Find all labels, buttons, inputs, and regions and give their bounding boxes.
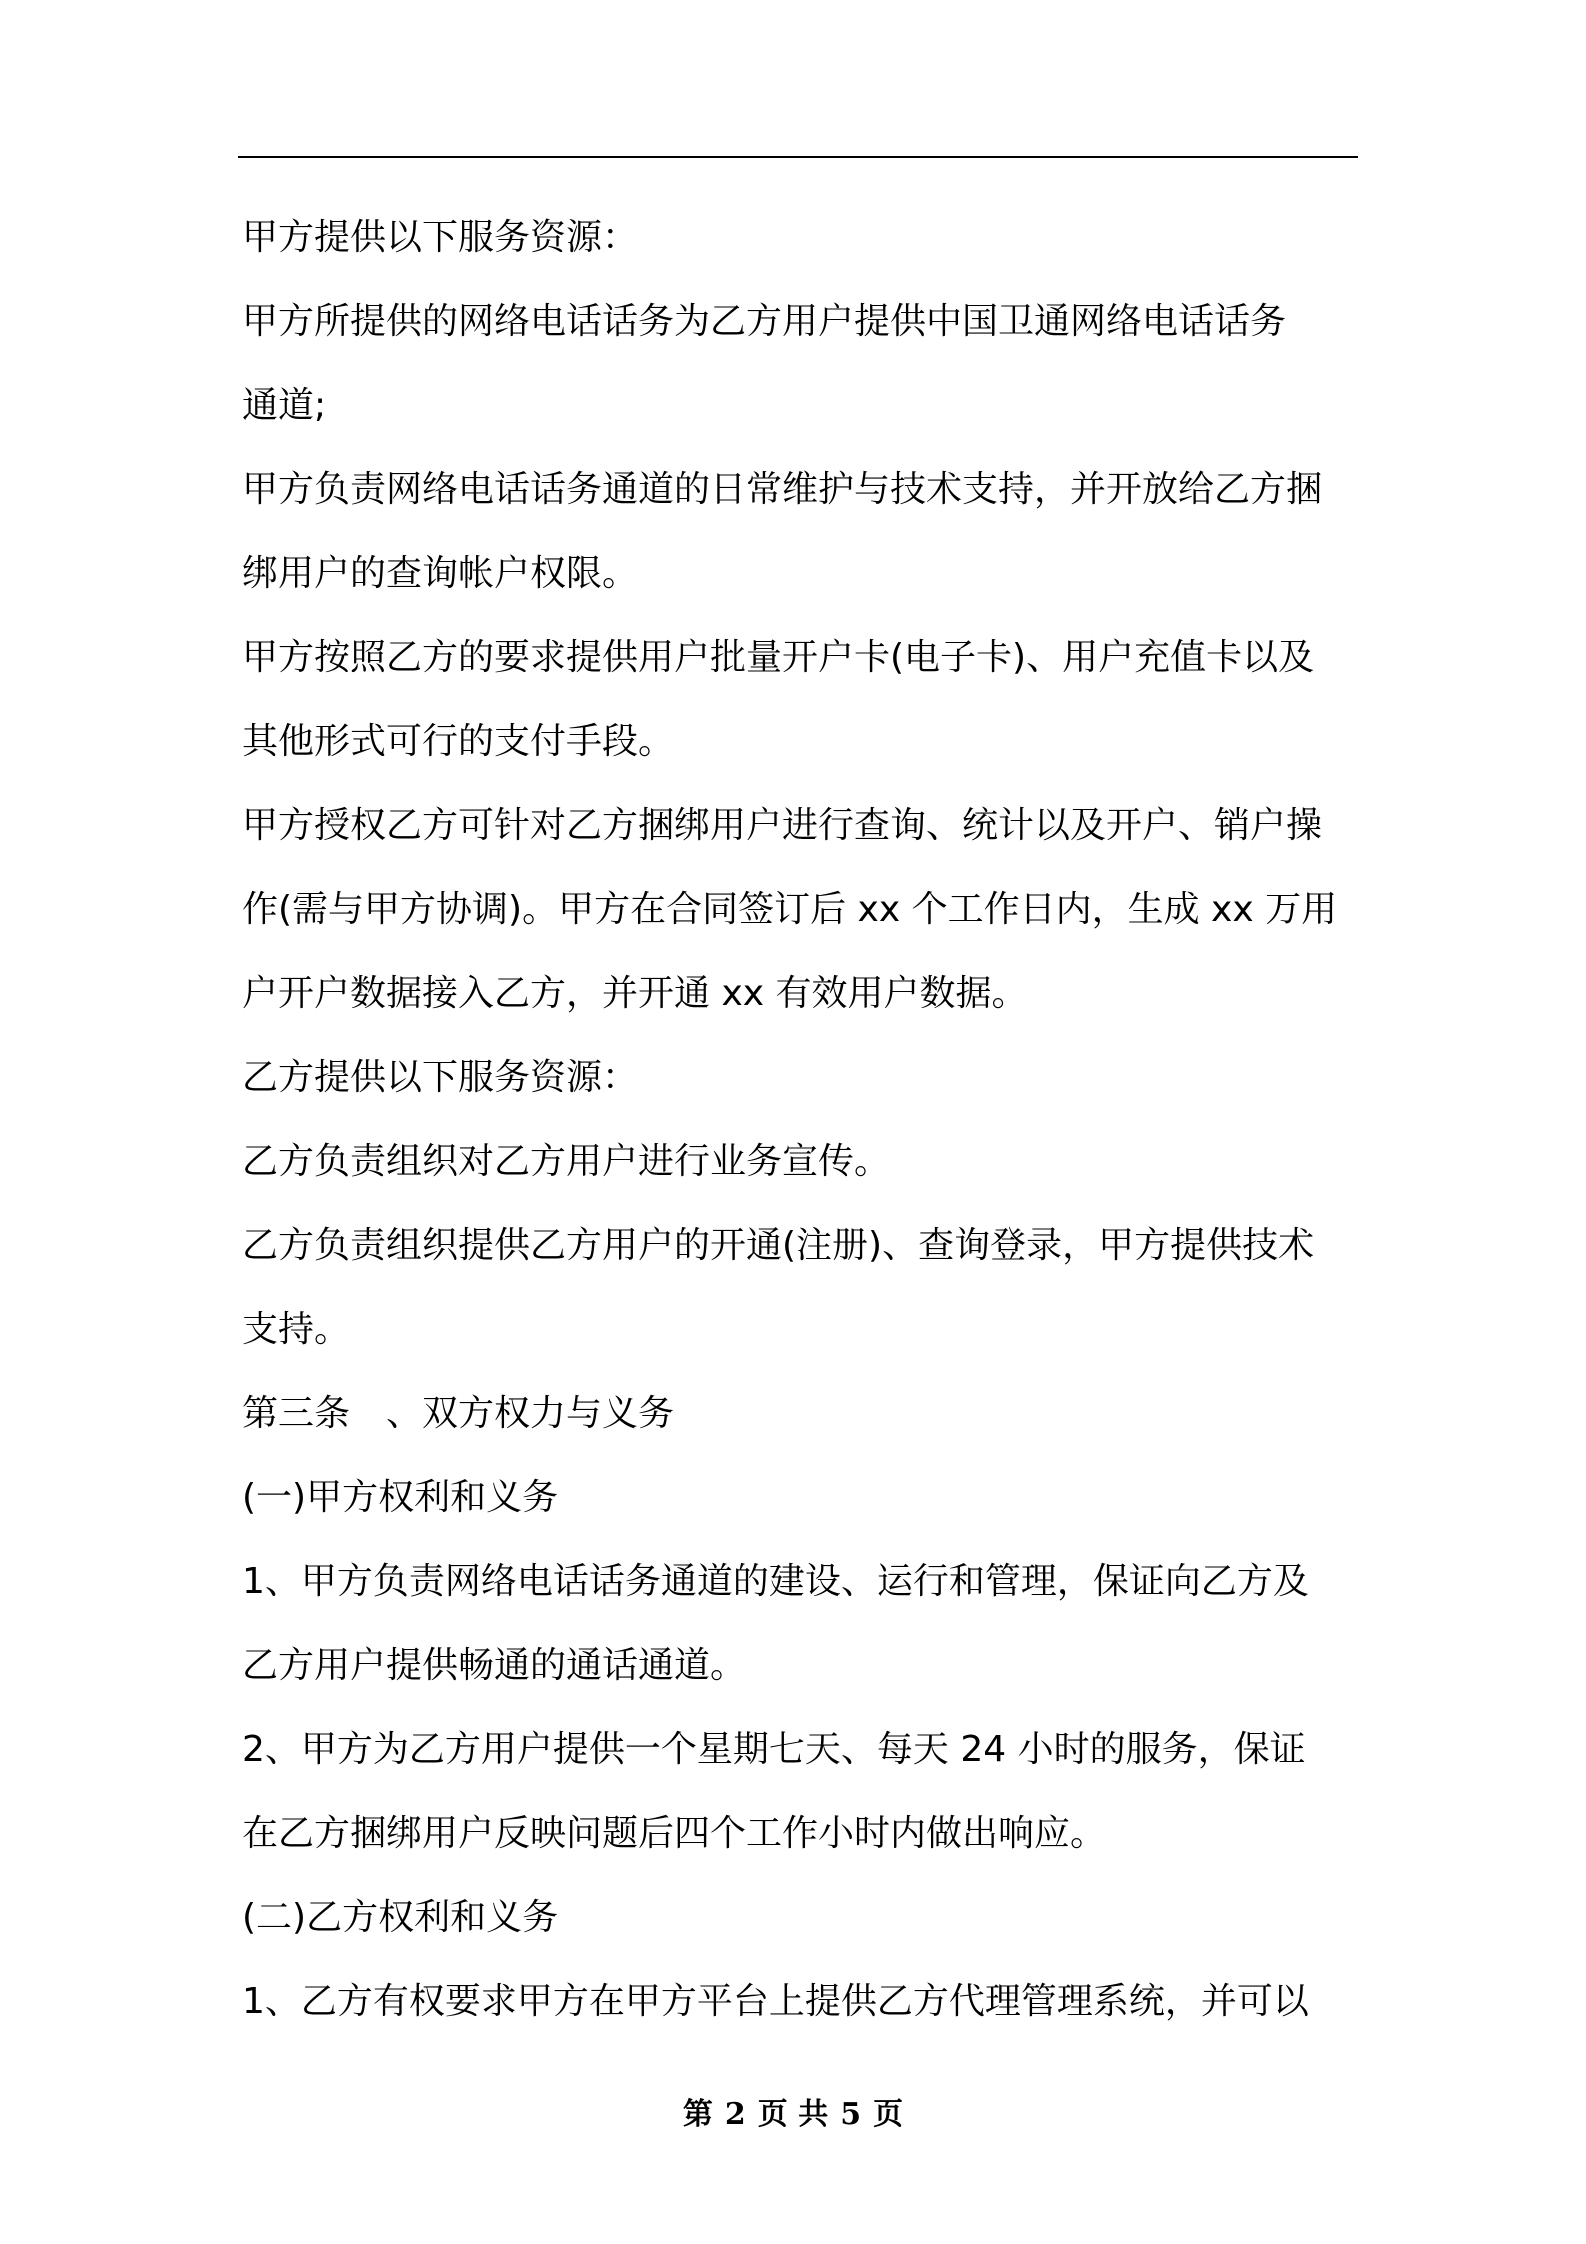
text-line: 甲方提供以下服务资源： xyxy=(242,217,639,258)
footer-suffix: 页 xyxy=(873,2097,904,2132)
text-line: 乙方用户提供畅通的通话通道。 xyxy=(242,1645,747,1686)
text-line: 通道; xyxy=(242,385,327,426)
text-line: 乙方负责组织对乙方用户进行业务宣传。 xyxy=(242,1141,891,1182)
current-page-number: 2 xyxy=(724,2097,746,2132)
text-line: 乙方负责组织提供乙方用户的开通(注册)、查询登录，甲方提供技术 xyxy=(242,1225,1315,1266)
section-heading: 第三条 、双方权力与义务 xyxy=(242,1393,675,1434)
page-footer xyxy=(0,2095,1586,2135)
footer-middle: 页 共 xyxy=(757,2097,829,2132)
text-line: 甲方授权乙方可针对乙方捆绑用户进行查询、统计以及开户、销户操 xyxy=(242,805,1323,846)
text-line: 1、乙方有权要求甲方在甲方平台上提供乙方代理管理系统，并可以 xyxy=(242,1981,1309,2022)
header-rule xyxy=(238,156,1358,158)
footer-prefix: 第 xyxy=(682,2097,713,2132)
text-line: 绑用户的查询帐户权限。 xyxy=(242,553,639,594)
text-line: 支持。 xyxy=(242,1309,351,1350)
text-line: 在乙方捆绑用户反映问题后四个工作小时内做出响应。 xyxy=(242,1813,1107,1854)
total-page-number: 5 xyxy=(840,2097,862,2132)
text-line: 甲方负责网络电话话务通道的日常维护与技术支持，并开放给乙方捆 xyxy=(242,469,1323,510)
text-line: 乙方提供以下服务资源： xyxy=(242,1057,639,1098)
document-body xyxy=(242,196,1358,2044)
text-line: 甲方所提供的网络电话话务为乙方用户提供中国卫通网络电话话务 xyxy=(242,301,1287,342)
text-line: 作(需与甲方协调)。甲方在合同签订后 xx 个工作日内，生成 xx 万用 xyxy=(242,889,1338,930)
text-line: 户开户数据接入乙方，并开通 xx 有效用户数据。 xyxy=(242,973,1028,1014)
text-line: 甲方按照乙方的要求提供用户批量开户卡(电子卡)、用户充值卡以及 xyxy=(242,637,1315,678)
subsection-heading: (二)乙方权利和义务 xyxy=(242,1897,559,1938)
text-line: 2、甲方为乙方用户提供一个星期七天、每天 24 小时的服务，保证 xyxy=(242,1729,1306,1770)
subsection-heading: (一)甲方权利和义务 xyxy=(242,1477,559,1518)
text-line: 1、甲方负责网络电话话务通道的建设、运行和管理，保证向乙方及 xyxy=(242,1561,1309,1602)
text-line: 其他形式可行的支付手段。 xyxy=(242,721,675,762)
